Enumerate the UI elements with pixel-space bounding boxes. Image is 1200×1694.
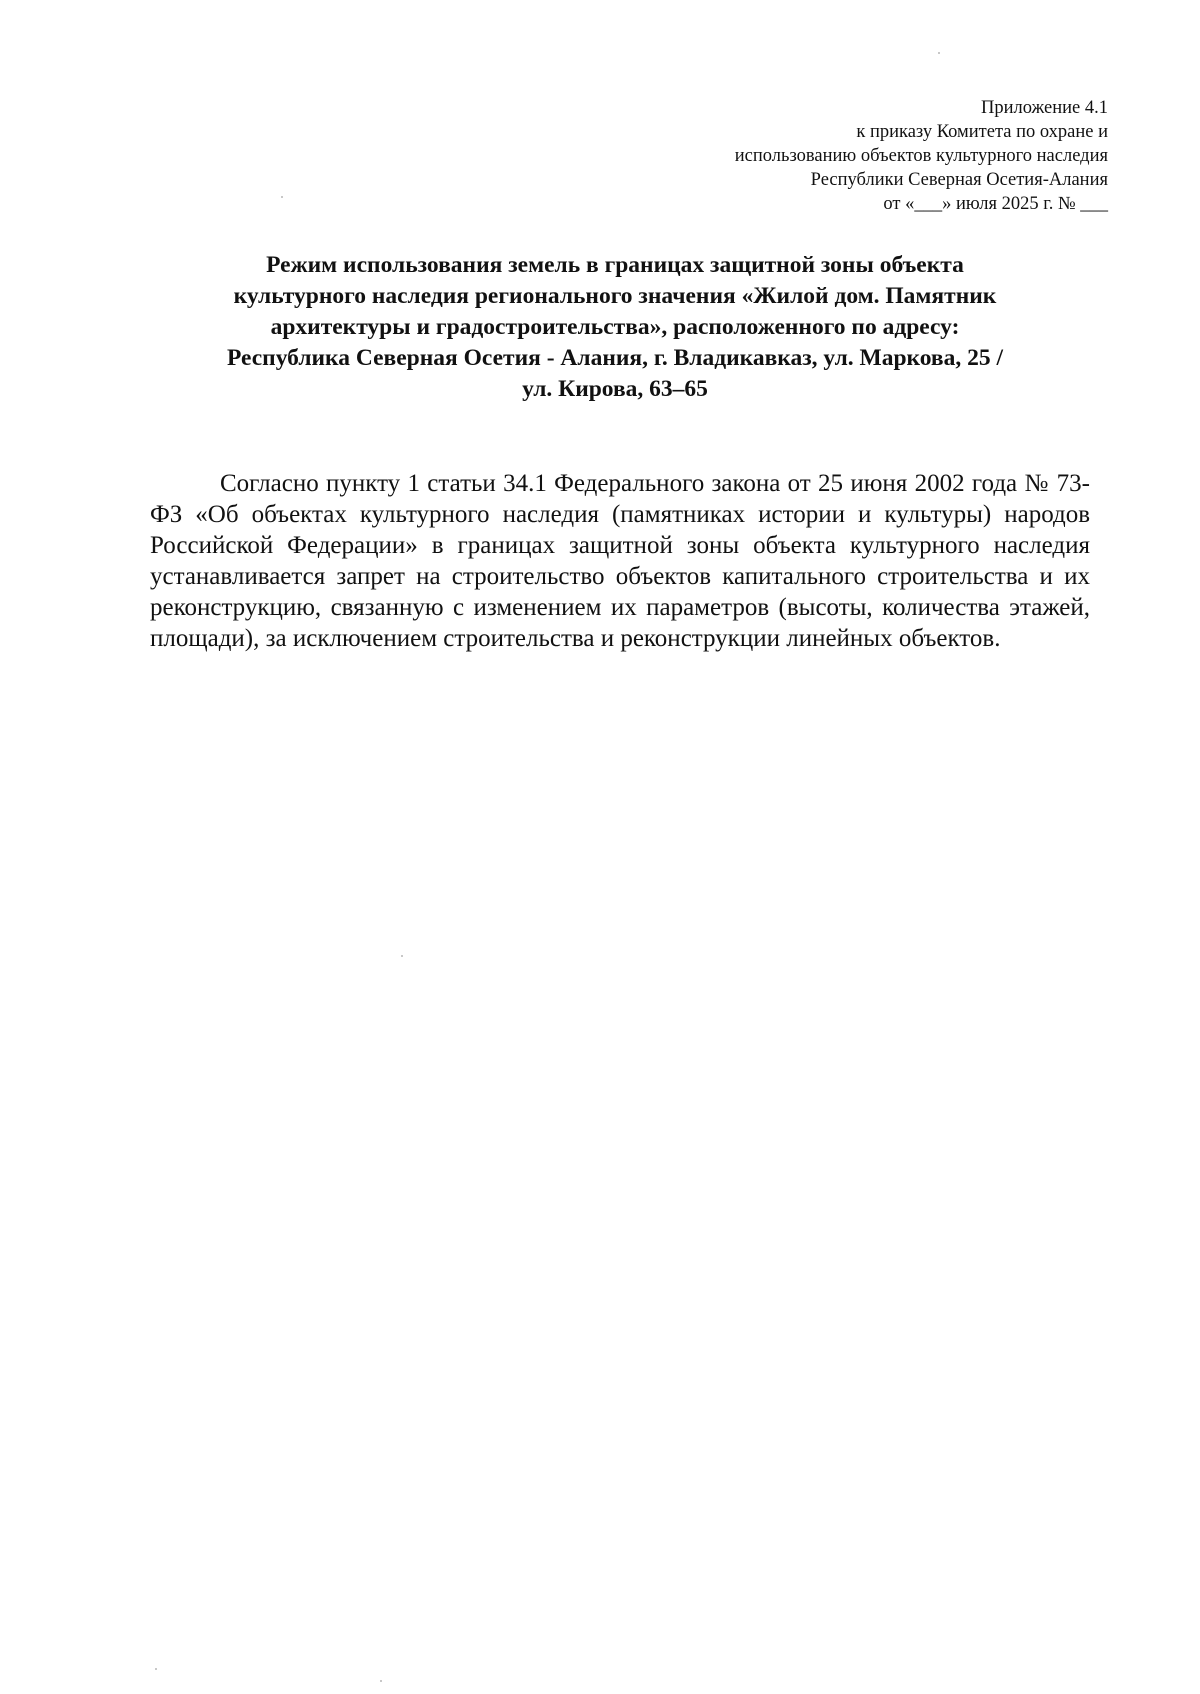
body-paragraph: Согласно пункту 1 статьи 34.1 Федерального закона от 25 июня 2002 года № 73-ФЗ «Об объектах культурного наследия (памятниках истории и культуры) народов Российской Федерации» в границах защитной зоны объекта культурного наследия устанавливается запрет на строительство объектов капитального строительства и их реконструкцию, связанную с изменением их параметров (высоты, количества этажей, площади), за исключением строительства и реконструкции линейных объектов.	[150, 470, 1090, 652]
appendix-order-ref: к приказу Комитета по охране и	[856, 122, 1108, 142]
scan-speck	[281, 196, 283, 198]
title-line: Режим использования земель в границах защитной зоны объекта	[266, 252, 964, 278]
appendix-date: от «___» июля 2025 г. № ___	[883, 194, 1108, 214]
document-title	[140, 250, 1090, 405]
title-line: ул. Кирова, 63–65	[522, 376, 708, 402]
appendix-header	[735, 96, 1108, 216]
appendix-number: Приложение 4.1	[980, 98, 1108, 118]
title-line: Республика Северная Осетия - Алания, г. Владикавказ, ул. Маркова, 25 /	[226, 345, 1004, 371]
appendix-region: Республики Северная Осетия-Алания	[810, 170, 1108, 190]
scan-speck	[938, 52, 940, 54]
scan-speck	[155, 1668, 157, 1670]
title-line: архитектуры и градостроительства», расположенного по адресу:	[270, 314, 960, 340]
appendix-committee: использованию объектов культурного наследия	[734, 146, 1108, 166]
scan-speck	[401, 955, 403, 957]
title-line: культурного наследия регионального значения «Жилой дом. Памятник	[233, 283, 997, 309]
scan-speck	[380, 1680, 382, 1682]
